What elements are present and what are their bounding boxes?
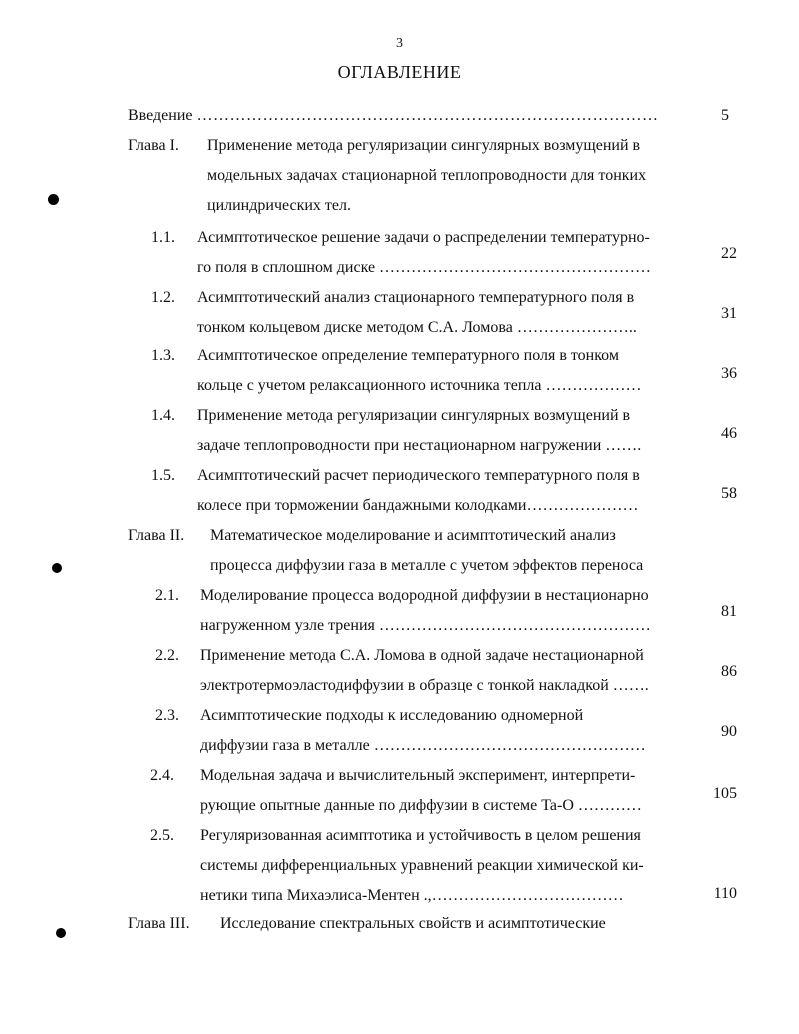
intro-label: Введение [128, 107, 193, 124]
section-1-1-number: 1.1. [151, 229, 175, 246]
section-2-2-line2[interactable]: электротермоэластодиффузии в образце с тонкой накладкой ……. [200, 677, 649, 694]
section-2-1-number: 2.1. [155, 587, 179, 604]
section-2-5-page: 110 [713, 885, 737, 902]
section-1-3-line2[interactable]: кольце с учетом релаксационного источника тепла ……………… [197, 377, 642, 394]
chapter3-label: Глава III. [128, 915, 190, 932]
scan-speck [48, 194, 59, 205]
chapter3-title-line1: Исследование спектральных свойств и асимптотические [220, 915, 606, 932]
section-2-3-line2[interactable]: диффузии газа в металле …………………………………………… [200, 737, 646, 754]
chapter1-title-line1: Применение метода регуляризации сингулярных возмущений в [207, 137, 641, 154]
section-2-2-line1[interactable]: Применение метода С.А. Ломова в одной задаче нестационарной [200, 647, 644, 664]
scan-speck [56, 928, 66, 938]
scan-speck [52, 563, 62, 573]
section-1-3-line1[interactable]: Асимптотическое определение температурного поля в тонком [197, 347, 619, 364]
section-1-4-line2[interactable]: задаче теплопроводности при нестационарном нагружении ……. [197, 437, 642, 454]
toc-intro[interactable] [128, 106, 659, 126]
section-1-5-number: 1.5. [151, 467, 175, 484]
section-1-1-line2[interactable]: го поля в сплошном диске …………………………………………… [197, 259, 652, 276]
page-number: 3 [396, 36, 403, 51]
section-1-5-line2[interactable]: колесе при торможении бандажными колодками………………… [197, 497, 639, 514]
section-1-2-line2[interactable]: тонком кольцевом диске методом С.А. Ломова ………………….. [197, 319, 637, 336]
section-2-5-line1[interactable]: Регуляризованная асимптотика и устойчивость в целом решения [200, 827, 641, 844]
section-2-5-line3[interactable]: нетики типа Михаэлиса-Ментен .,……………………………… [200, 887, 624, 904]
section-2-4-number: 2.4. [150, 767, 174, 784]
intro-dots: ………………………………………………………………………… [196, 107, 659, 124]
section-1-2-number: 1.2. [151, 289, 175, 306]
section-2-3-page: 90 [721, 723, 737, 740]
section-2-3-line1[interactable]: Асимптотические подходы к исследованию одномерной [200, 707, 584, 724]
section-1-1-line1[interactable]: Асимптотическое решение задачи о распределении температурно- [197, 229, 650, 246]
section-2-1-page: 81 [721, 603, 737, 620]
chapter2-title-line2: процесса диффузии газа в металле с учетом эффектов переноса [210, 557, 644, 574]
section-1-4-line1[interactable]: Применение метода регуляризации сингулярных возмущений в [197, 407, 631, 424]
section-2-1-line1[interactable]: Моделирование процесса водородной диффузии в нестационарно [200, 587, 649, 604]
chapter2-label: Глава II. [128, 527, 185, 544]
section-2-4-line2[interactable]: рующие опытные данные по диффузии в системе Ta-O ………… [200, 797, 642, 814]
chapter2-title-line1: Математическое моделирование и асимптотический анализ [210, 527, 616, 544]
toc-title: ОГЛАВЛЕНИЕ [337, 62, 462, 82]
chapter1-title-line2: модельных задачах стационарной теплопроводности для тонких [207, 167, 647, 184]
section-2-4-line1[interactable]: Модельная задача и вычислительный эксперимент, интерпрети- [200, 767, 636, 784]
section-1-4-page: 46 [721, 425, 737, 442]
section-1-2-line1[interactable]: Асимптотический анализ стационарного температурного поля в [197, 289, 635, 306]
intro-page: 5 [721, 107, 729, 124]
section-1-2-page: 31 [721, 305, 737, 322]
section-2-2-number: 2.2. [155, 647, 179, 664]
section-2-5-line2[interactable]: системы дифференциальных уравнений реакции химической ки- [200, 857, 644, 874]
chapter1-label: Глава I. [128, 137, 179, 154]
section-2-4-page: 105 [713, 785, 737, 802]
section-2-2-page: 86 [721, 663, 737, 680]
section-1-4-number: 1.4. [151, 407, 175, 424]
section-1-5-line1[interactable]: Асимптотический расчет периодического температурного поля в [197, 467, 640, 484]
chapter1-title-line3: цилиндрических тел. [207, 197, 351, 214]
section-1-3-page: 36 [721, 365, 737, 382]
section-1-1-page: 22 [721, 245, 737, 262]
section-1-5-page: 58 [721, 485, 737, 502]
section-2-1-line2[interactable]: нагруженном узле трения …………………………………………… [200, 617, 651, 634]
section-2-3-number: 2.3. [155, 707, 179, 724]
section-2-5-number: 2.5. [150, 827, 174, 844]
section-1-3-number: 1.3. [151, 347, 175, 364]
